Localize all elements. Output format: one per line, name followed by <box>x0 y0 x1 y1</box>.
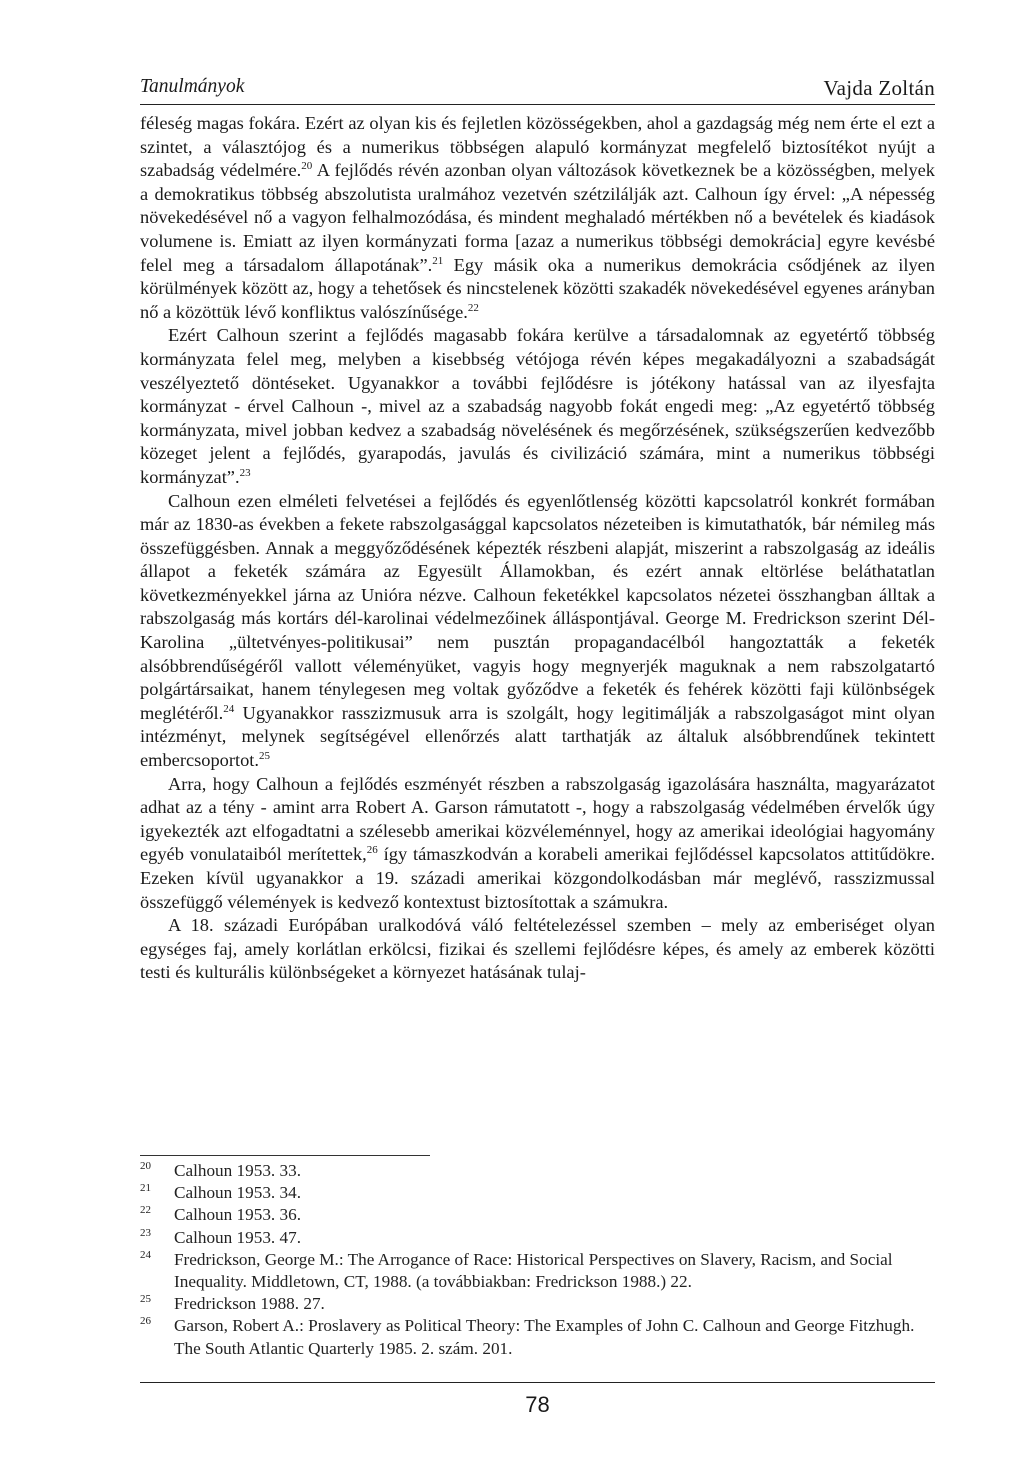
footnote-reference: 26 <box>366 844 378 857</box>
footnote-number: 24 <box>140 1248 151 1261</box>
footnote-number: 21 <box>140 1182 151 1195</box>
body-paragraph <box>140 914 935 985</box>
footnote-reference: 25 <box>259 750 270 763</box>
page-number: 78 <box>525 1392 550 1417</box>
footnote-text: Fredrickson 1988. 27. <box>174 1294 325 1314</box>
paragraph-text: A fejlődés révén azonban olyan változások következnek be a közösségben, melyek a demokratikus többség abszolutista uralmához vezetvén szétzilálják azt. Calhoun így érvel: „A népesség növekedésével nő a vagyon felhalmozódása, és mindent meghaladó mértékben nő a bevételek és kiadások volumene is. Emiatt az ilyen kormányzati forma [azaz a numerikus többségi demokrácia] egyre kevésbé felel meg a társadalom állapotának”. <box>140 160 935 275</box>
footnote-text: Calhoun 1953. 36. <box>174 1205 301 1225</box>
footnote-item <box>140 1249 935 1293</box>
paragraph-text: Ugyanakkor rasszizmusuk arra is szolgált, hogy legitimálják a rabszolgaságot mint olyan intézményt, melynek segítségével ellenőrzés alatt tarthatják az általuk alsóbbrendűnek tekintett embercsoportot. <box>140 702 935 771</box>
footnote-item <box>140 1204 935 1226</box>
footnote-reference: 23 <box>239 466 251 479</box>
paragraph-text: Egy másik oka a numerikus demokrácia csődjének az ilyen körülmények között az, hogy a tehetősek és nincstelenek közötti szakadék növekedésével egyenes arányban nő a közöttük lévő konfliktus valószínűsége. <box>140 254 935 322</box>
footnotes <box>140 1160 935 1360</box>
footnote-number: 25 <box>140 1293 151 1306</box>
footnote-reference: 20 <box>301 160 313 173</box>
footnote-number: 22 <box>140 1204 151 1217</box>
paragraph-text: Calhoun ezen elméleti felvetései a fejlődés és egyenlőtlenség közötti kapcsolatról konkrét formában már az 1830-as években a fekete rabszolgasággal kapcsolatos nézeteiben is kimutathatók, bár némileg más összefüggésben. Annak a meggyőződésének képezték részbeni alapját, miszerint a rabszolgaság az ideális állapot a feketék számára az Egyesült Államokban, és ezért annak eltörlése beláthatatlan következményekkel járna az Unióra nézve. Calhoun feketékkel kapcsolatos nézetei összhangban álltak a rabszolgaság más kortárs dél-karolinai védelmezőinek álláspontjával. George M. Fredrickson szerint Dél-Karolina „ültetvényes-politikusai” nem pusztán propagandacélból hangoztatták a feketék alsóbbrendűségéről vallott véleményüket, vagyis hogy megnyerjék maguknak a nem rabszolgatartó polgártársaikat, hanem ténylegesen meg voltak győződve a feketék és fehérek közötti faji különbségek meglétéről. <box>140 490 935 723</box>
footnote-item <box>140 1293 935 1315</box>
footnote-item <box>140 1315 935 1359</box>
running-header <box>140 74 935 105</box>
body-paragraph <box>140 773 935 915</box>
footnote-number: 23 <box>140 1226 151 1239</box>
footnote-text: Calhoun 1953. 34. <box>174 1183 301 1203</box>
paragraph-text: így támaszkodván a korabeli amerikai fejlődéssel kapcsolatos attitűdökre. Ezeken kívül ugyanakkor a 19. századi amerikai közgondolkodásban már meglévő, rasszizmussal összefüggő vélemények is kedvező kontextust biztosítottak a számukra. <box>140 844 935 912</box>
paragraph-text: féleség magas fokára. Ezért az olyan kis és fejletlen közösségekben, ahol a gazdagság még nem érte el ezt a szintet, a választójog és a numerikus többségen alapuló kormányzat megfelelő biztosítékot nyújt a szabadság védelmére. <box>140 113 935 181</box>
body-paragraph <box>140 490 935 773</box>
footnote-text: Calhoun 1953. 33. <box>174 1161 301 1180</box>
footnote-text: Garson, Robert A.: Proslavery as Political Theory: The Examples of John C. Calhoun and George Fitzhugh. The South Atlantic Quarterly 1985. 2. szám. 201. <box>174 1316 915 1358</box>
footnote-item <box>140 1227 935 1249</box>
footnote-reference: 24 <box>223 702 235 715</box>
footnote-number: 26 <box>140 1315 151 1328</box>
footnote-item <box>140 1160 935 1182</box>
footnote-reference: 22 <box>467 301 479 314</box>
footnote-number: 20 <box>140 1160 151 1172</box>
footnote-divider <box>140 1155 430 1156</box>
author-name: Vajda Zoltán <box>823 76 935 100</box>
body-paragraph <box>140 324 935 489</box>
bottom-divider <box>140 1382 935 1383</box>
paragraph-text: A 18. századi Európában uralkodóvá váló feltételezéssel szemben – mely az emberiséget olyan egységes faj, amely korlátlan erkölcsi, fizikai és szellemi fejlődésre képes, és amely az emberek közötti testi és kulturális különbségeket a környezet hatásának tulaj- <box>140 915 935 983</box>
section-title: Tanulmányok <box>140 76 245 97</box>
document-page <box>140 0 935 1467</box>
paragraph-text: Ezért Calhoun szerint a fejlődés magasabb fokára kerülve a társadalomnak az egyetértő többség kormányzata felel meg, melyben a kisebbség vétójoga révén képes megakadályozni a szabadságát veszélyeztető döntéseket. Ugyanakkor a további fejlődésre is jótékony hatással van az ilyesfajta kormányzat - érvel Calhoun -, mivel az a szabadság nagyobb fokát engedi meg: „Az egyetértő többség kormányzata, mivel jobban kedvez a szabadság növelésének és megőrzésének, szükségszerűen kedvezőbb közeget jelent a fejlődés, gyarapodás, javulás és civilizáció számára, mint a numerikus többségi kormányzat”. <box>140 325 935 487</box>
footnote-text: Calhoun 1953. 47. <box>174 1227 301 1247</box>
paragraph-text: Arra, hogy Calhoun a fejlődés eszményét részben a rabszolgaság igazolására használta, magyarázatot adhat az a tény - amint arra Robert A. Garson rámutatott -, hogy a rabszolgaság védelmében érvelők úgy igyekezték azt elfogadtatni a szélesebb amerikai közvéleménnyel, hogy az amerikai ideológiai hagyomány egyéb vonulataiból merítettek, <box>140 773 935 865</box>
footnote-item <box>140 1182 935 1204</box>
footnote-reference: 21 <box>432 254 444 267</box>
footnote-text: Fredrickson, George M.: The Arrogance of Race: Historical Perspectives on Slavery, Racism, and Social Inequality. Middletown, CT, 1988. (a továbbiakban: Fredrickson 1988.) 22. <box>174 1249 893 1292</box>
body-paragraph <box>140 112 935 324</box>
body-text <box>140 112 935 985</box>
